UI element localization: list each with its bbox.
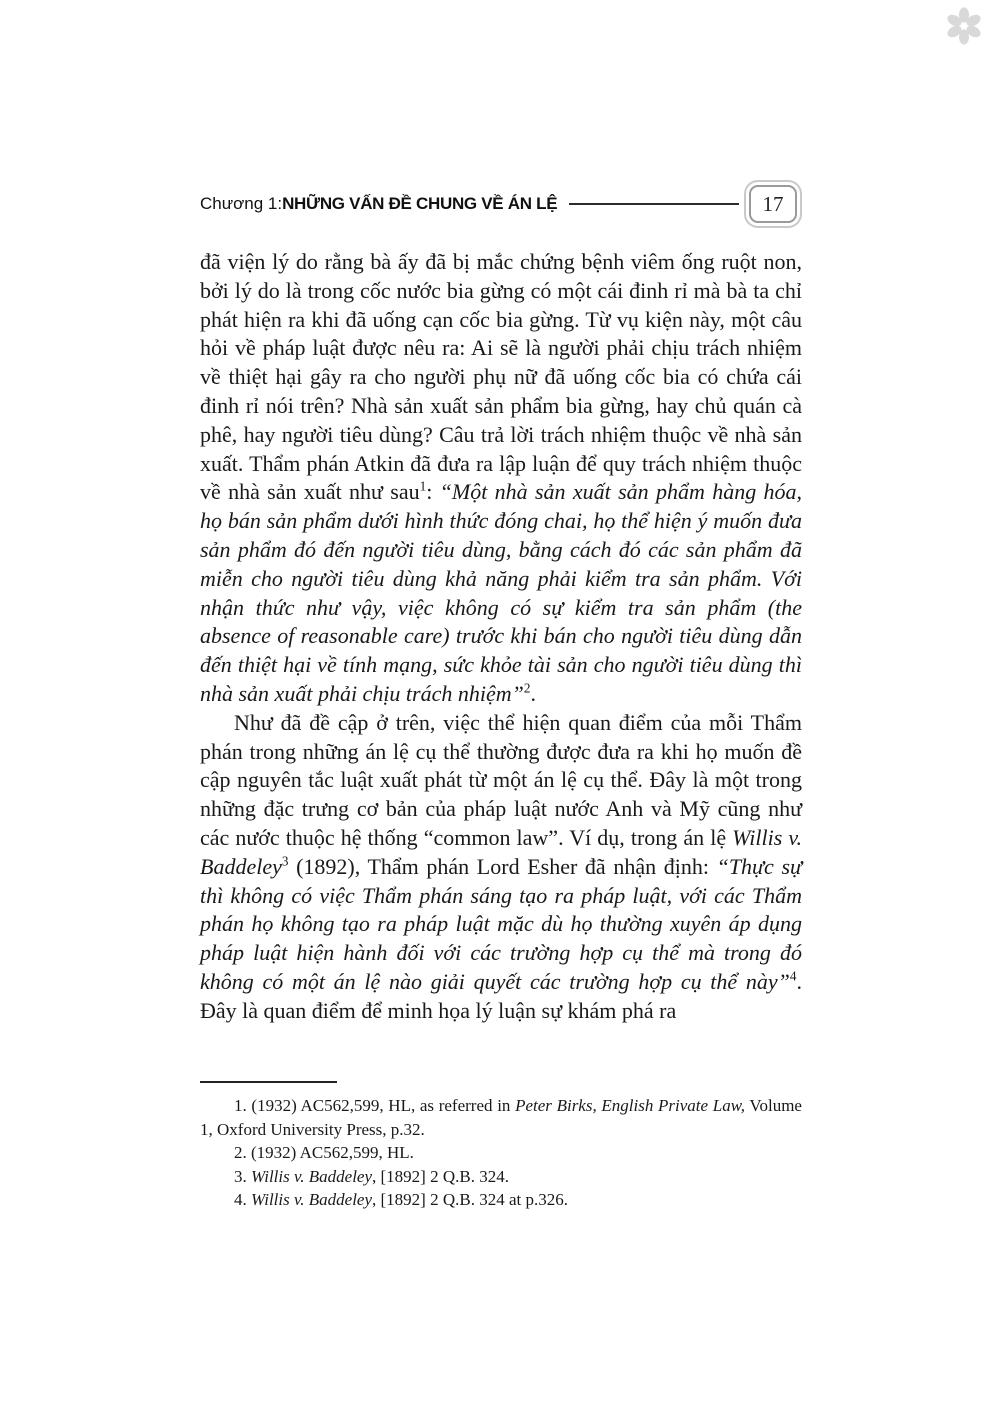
text-segment: Volume 1, Oxford University Press, p.32. [200,1096,802,1139]
footnote [200,1165,802,1189]
text-segment: 1. (1932) AC562,599, HL, as referred in [234,1096,516,1115]
footnote [200,1094,802,1141]
text-segment: , [1892] 2 Q.B. 324 at p.326. [372,1190,568,1210]
body-paragraph [200,709,802,1026]
text-segment: , [1892] 2 Q.B. 324. [372,1166,509,1186]
flower-ornament-icon [944,6,984,46]
footnotes-block [200,1081,802,1212]
text-segment: 1 [419,479,427,495]
text-segment: 4 [789,968,797,984]
text-segment: Willis v. Baddeley [251,1190,373,1210]
text-segment: 3. [234,1166,251,1186]
text-segment: đã viện lý do rằng bà ấy đã bị mắc chứng bệnh viêm ống ruột non, bởi lý do là trong cốc nước bia gừng có một cái đinh rỉ mà bà ta chỉ phát hiện ra khi đã uống cạn cốc bia gừng. Từ vụ kiện này, một câu hỏi về pháp luật được nêu ra: Ai sẽ là người phải chịu trách nhiệm về thiệt hại gây ra cho người phụ nữ đã uống cốc bia có chứa cái đinh rỉ nói trên? Nhà sản xuất sản phẩm bia gừng, hay chủ quán cà phê, hay người tiêu dùng? Câu trả lời trách nhiệm thuộc về nhà sản xuất. Thẩm phán Atkin đã đưa ra lập luận để quy trách nhiệm thuộc về nhà sản xuất như sau [200,249,802,505]
text-segment: (1892), Thẩm phán Lord Esher đã nhận định: [288,853,717,879]
header-rule [569,203,739,205]
page-number-badge [744,180,802,228]
text-segment: Willis v. Baddeley [200,824,802,879]
text-segment: . Đây là quan điểm để minh họa lý luận sự khám phá ra [200,968,802,1023]
text-segment: “Một nhà sản xuất sản phẩm hàng hóa, họ bán sản phẩm dưới hình thức đóng chai, họ thể hiện ý muốn đưa sản phẩm đó đến người tiêu dùng, bằng cách đó các sản phẩm đã miễn cho người tiêu dùng khả năng phải kiểm tra sản phẩm. Với nhận thức như vậy, việc không có sự kiểm tra sản phẩm (the absence of reasonable care) trước khi bán cho người tiêu dùng dẫn đến thiệt hại về tính mạng, sức khỏe tài sản cho người tiêu dùng thì nhà sản xuất phải chịu trách nhiệm” [200,479,803,706]
body-text [200,248,802,1026]
chapter-prefix: Chương 1: [200,194,283,213]
footnote-separator [200,1081,337,1083]
text-segment: : [426,479,440,505]
text-segment: “Thực sự thì không có việc Thẩm phán sáng tạo ra pháp luật, với các Thẩm phán họ không tạo ra pháp luật mặc dù họ thường xuyên áp dụng pháp luật hiện hành đối với các trường hợp cụ thể mà trong đó không có một án lệ nào giải quyết các trường hợp cụ thể này” [200,853,803,994]
footnote [200,1141,802,1165]
text-segment: 4. [234,1190,251,1210]
text-segment: Như đã đề cập ở trên, việc thể hiện quan điểm của mỗi Thẩm phán trong những án lệ cụ thể thường được đưa ra khi họ muốn đề cập nguyên tắc luật xuất phát từ một án lệ cụ thể. Đây là một trong những đặc trưng cơ bản của pháp luật nước Anh và Mỹ cũng như các nước thuộc hệ thống “common law”. Ví dụ, trong án lệ [200,709,802,850]
chapter-title: NHỮNG VẤN ĐỀ CHUNG VỀ ÁN LỆ [282,194,558,213]
body-paragraph [200,248,802,709]
text-segment: 3 [281,853,289,869]
text-segment: . [530,680,536,706]
footnote [200,1188,802,1212]
text-segment: 2. (1932) AC562,599, HL. [234,1143,414,1163]
running-header [200,180,802,228]
page-number: 17 [749,185,797,223]
text-segment: 2 [523,680,531,696]
text-segment: Willis v. Baddeley [251,1166,373,1186]
text-segment: Peter Birks, English Private Law, [515,1096,746,1115]
